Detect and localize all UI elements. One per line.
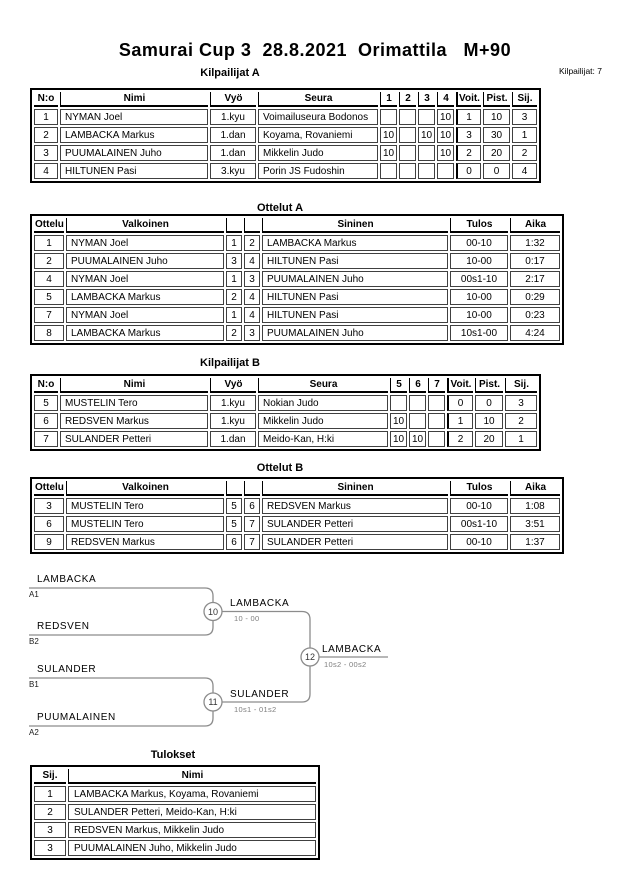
column-header: Voit. [447,378,473,393]
table-cell: 3:51 [510,516,560,532]
table-cell: 10-00 [450,289,508,305]
column-header: Sij. [505,378,537,393]
table-cell: Nokian Judo [258,395,388,411]
table-cell: 5 [226,498,242,514]
table-row [34,516,560,532]
bracket-match-score: 10 - 00 [234,614,260,623]
bracket-entry-name: REDSVEN [37,621,90,632]
table-cell [418,145,435,161]
table-cell: 1:32 [510,235,560,251]
column-header: Nimi [60,92,208,107]
table-cell: 2:17 [510,271,560,287]
table-cell: 00-10 [450,534,508,550]
column-header: Tulos [450,218,508,233]
table-cell: 10 [437,145,454,161]
column-header: 6 [409,378,426,393]
table-row [34,253,560,269]
table-cell: 0:17 [510,253,560,269]
column-header: Sininen [262,218,448,233]
column-header: Sij. [34,769,66,784]
table-cell: 7 [244,516,260,532]
table-row [34,804,316,820]
table-cell: 1 [226,307,242,323]
column-header: N:o [34,92,58,107]
table-cell: 3 [244,325,260,341]
table-row [34,145,537,161]
table-cell: 0 [483,163,510,179]
kilpailijat-a-table [32,90,539,181]
table-cell [399,163,416,179]
table-cell: 1.kyu [210,413,256,429]
ottelut-a-table [32,216,562,343]
table-cell: SULANDER Petteri, Meido-Kan, H:ki [68,804,316,820]
table-cell: HILTUNEN Pasi [262,307,448,323]
competitor-count: Kilpailijat: 7 [559,66,602,76]
column-header: Seura [258,92,378,107]
column-header [226,481,242,496]
table-cell: 10 [418,127,435,143]
table-cell: 7 [34,431,58,447]
section-title-kilpailijat-a: Kilpailijat A [200,67,260,79]
table-cell: 9 [34,534,64,550]
table-cell: 0:29 [510,289,560,305]
table-row [34,271,560,287]
table-cell: NYMAN Joel [66,307,224,323]
table-header-row [34,769,316,784]
table-cell: 3 [244,271,260,287]
table-row [34,822,316,838]
table-cell: PUUMALAINEN Juho [66,253,224,269]
column-header [226,218,242,233]
table-cell [418,163,435,179]
table-row [34,395,537,411]
table-cell: 1 [226,235,242,251]
column-header [244,218,260,233]
tulokset-table-frame [30,765,320,860]
table-cell: 1 [505,431,537,447]
table-cell: 7 [34,307,64,323]
table-cell: 5 [34,289,64,305]
table-cell: PUUMALAINEN Juho [60,145,208,161]
table-cell: 3 [505,395,537,411]
table-cell [437,163,454,179]
table-cell: 2 [226,325,242,341]
column-header: Vyö [210,378,256,393]
table-cell: 2 [505,413,537,429]
table-row [34,413,537,429]
table-cell: 0 [475,395,503,411]
table-cell: LAMBACKA Markus [262,235,448,251]
table-cell: 10 [409,431,426,447]
table-header-row [34,92,537,107]
medal-bracket [0,565,630,755]
bracket-entry-name: SULANDER [37,664,97,675]
table-cell: 3 [34,822,66,838]
column-header: 3 [418,92,435,107]
table-cell: 3 [34,145,58,161]
table-cell: 4 [244,253,260,269]
page-title: Samurai Cup 3 28.8.2021 Orimattila M+90 [118,40,512,60]
column-header: Valkoinen [66,218,224,233]
table-cell: 1.dan [210,431,256,447]
bracket-match-score: 10s2 - 00s2 [324,660,367,669]
bracket-seed-label: B2 [29,637,39,646]
table-cell: 6 [34,516,64,532]
table-cell: 10s1-00 [450,325,508,341]
table-row [34,840,316,856]
table-cell: 4 [512,163,537,179]
table-row [34,325,560,341]
table-cell: 1 [226,271,242,287]
table-row [34,498,560,514]
table-cell: Koyama, Rovaniemi [258,127,378,143]
table-cell: 10 [380,127,397,143]
table-cell: 1 [447,413,473,429]
table-cell: 10-00 [450,307,508,323]
table-cell: 1.dan [210,145,256,161]
table-cell: 6 [226,534,242,550]
table-cell: 3 [34,498,64,514]
column-header: Aika [510,218,560,233]
table-row [34,235,560,251]
table-cell: 20 [475,431,503,447]
table-row [34,289,560,305]
table-cell: SULANDER Petteri [262,516,448,532]
table-cell: MUSTELIN Tero [60,395,208,411]
table-cell: 10 [437,127,454,143]
table-cell: LAMBACKA Markus, Koyama, Rovaniemi [68,786,316,802]
column-header: 5 [390,378,407,393]
bracket-match-number: 10 [207,606,218,617]
table-cell: HILTUNEN Pasi [262,289,448,305]
table-cell: 10 [437,109,454,125]
section-title-ottelut-b: Ottelut B [256,462,304,474]
table-cell: 1:37 [510,534,560,550]
table-cell: 8 [34,325,64,341]
table-cell: 4:24 [510,325,560,341]
section-title-kilpailijat-b: Kilpailijat B [200,357,260,369]
table-cell: 1 [34,109,58,125]
column-header: Tulos [450,481,508,496]
table-cell: 2 [244,235,260,251]
column-header: Vyö [210,92,256,107]
table-cell: Porin JS Fudoshin [258,163,378,179]
column-header: Ottelu [34,481,64,496]
table-cell: Mikkelin Judo [258,145,378,161]
table-cell: 3 [512,109,537,125]
table-cell [409,413,426,429]
table-cell: MUSTELIN Tero [66,498,224,514]
kilpailijat-a-table-frame [30,88,541,183]
table-cell: 10 [475,413,503,429]
column-header: Pist. [483,92,510,107]
table-cell: 1.kyu [210,109,256,125]
table-cell: NYMAN Joel [66,271,224,287]
table-cell: 1 [512,127,537,143]
section-title-tulokset: Tulokset [150,749,196,761]
table-cell: Meido-Kan, H:ki [258,431,388,447]
table-cell [428,395,445,411]
table-row [34,127,537,143]
column-header: Ottelu [34,218,64,233]
table-cell: 00s1-10 [450,271,508,287]
table-cell: 4 [244,307,260,323]
table-header-row [34,481,560,496]
table-cell [380,163,397,179]
table-cell: 30 [483,127,510,143]
table-row [34,307,560,323]
table-row [34,163,537,179]
bracket-seed-label: B1 [29,680,39,689]
table-cell: 20 [483,145,510,161]
table-cell: 1 [34,786,66,802]
table-cell: 4 [244,289,260,305]
table-cell: LAMBACKA Markus [66,325,224,341]
table-cell [409,395,426,411]
table-cell: SULANDER Petteri [60,431,208,447]
table-cell: 00-10 [450,235,508,251]
table-cell [428,413,445,429]
table-cell: 0 [456,163,481,179]
kilpailijat-b-table [32,376,539,449]
table-cell: 0:23 [510,307,560,323]
table-cell: 3.kyu [210,163,256,179]
column-header: Pist. [475,378,503,393]
table-header-row [34,378,537,393]
bracket-seed-label: A1 [29,590,39,599]
table-cell: LAMBACKA Markus [60,127,208,143]
table-cell: REDSVEN Markus [60,413,208,429]
column-header: 1 [380,92,397,107]
ottelut-b-table-frame [30,477,564,554]
ottelut-b-table [32,479,562,552]
table-cell: 4 [34,163,58,179]
table-cell: 1.dan [210,127,256,143]
column-header: Sininen [262,481,448,496]
table-cell [399,145,416,161]
table-cell: NYMAN Joel [66,235,224,251]
table-cell: 3 [34,840,66,856]
table-cell: NYMAN Joel [60,109,208,125]
table-cell: 2 [226,289,242,305]
bracket-match-number: 11 [208,697,218,707]
column-header: Sij. [512,92,537,107]
table-cell: 10 [483,109,510,125]
table-cell: 2 [34,804,66,820]
ottelut-a-table-frame [30,214,564,345]
table-cell [399,109,416,125]
table-cell: 5 [226,516,242,532]
table-cell: 1 [34,235,64,251]
column-header: Aika [510,481,560,496]
tulokset-table [32,767,318,858]
bracket-match-score: 10s1 - 01s2 [234,705,277,714]
section-title-ottelut-a: Ottelut A [256,202,304,214]
bracket-seed-label: A2 [29,728,39,737]
table-cell: 1:08 [510,498,560,514]
table-cell: 2 [34,253,64,269]
table-cell: 2 [34,127,58,143]
table-cell: 6 [244,498,260,514]
table-cell: 10 [380,145,397,161]
table-cell: 6 [34,413,58,429]
bracket-winner-name: LAMBACKA [322,644,382,655]
table-cell: PUUMALAINEN Juho [262,325,448,341]
column-header: Voit. [456,92,481,107]
column-header: Valkoinen [66,481,224,496]
table-cell: PUUMALAINEN Juho [262,271,448,287]
table-cell: MUSTELIN Tero [66,516,224,532]
table-cell: HILTUNEN Pasi [60,163,208,179]
table-row [34,109,537,125]
table-cell: REDSVEN Markus [262,498,448,514]
column-header: 7 [428,378,445,393]
table-cell: 10 [390,431,407,447]
column-header: 2 [399,92,416,107]
table-cell: 10 [390,413,407,429]
table-row [34,786,316,802]
table-cell [418,109,435,125]
column-header: N:o [34,378,58,393]
table-cell [380,109,397,125]
table-row [34,431,537,447]
table-cell [390,395,407,411]
table-row [34,534,560,550]
table-cell: REDSVEN Markus [66,534,224,550]
table-cell: 00s1-10 [450,516,508,532]
table-cell: Voimailuseura Bodonos [258,109,378,125]
table-cell: Mikkelin Judo [258,413,388,429]
table-cell: 10-00 [450,253,508,269]
table-cell: SULANDER Petteri [262,534,448,550]
table-cell: LAMBACKA Markus [66,289,224,305]
table-cell: PUUMALAINEN Juho, Mikkelin Judo [68,840,316,856]
bracket-entry-name: PUUMALAINEN [37,712,116,723]
table-cell: 5 [34,395,58,411]
column-header: Nimi [60,378,208,393]
table-cell: 2 [512,145,537,161]
bracket-entry-name: LAMBACKA [37,574,97,585]
table-cell: 3 [456,127,481,143]
table-cell [399,127,416,143]
kilpailijat-b-table-frame [30,374,541,451]
table-header-row [34,218,560,233]
table-cell: 1.kyu [210,395,256,411]
table-cell: 1 [456,109,481,125]
table-cell: HILTUNEN Pasi [262,253,448,269]
table-cell: 00-10 [450,498,508,514]
table-cell: 2 [456,145,481,161]
table-cell [428,431,445,447]
column-header: 4 [437,92,454,107]
table-cell: 0 [447,395,473,411]
table-cell: 4 [34,271,64,287]
column-header [244,481,260,496]
column-header: Seura [258,378,388,393]
bracket-winner-name: SULANDER [230,689,290,700]
column-header: Nimi [68,769,316,784]
table-cell: 3 [226,253,242,269]
bracket-winner-name: LAMBACKA [230,598,290,609]
table-cell: REDSVEN Markus, Mikkelin Judo [68,822,316,838]
table-cell: 7 [244,534,260,550]
bracket-match-number: 12 [304,652,315,662]
table-cell: 2 [447,431,473,447]
